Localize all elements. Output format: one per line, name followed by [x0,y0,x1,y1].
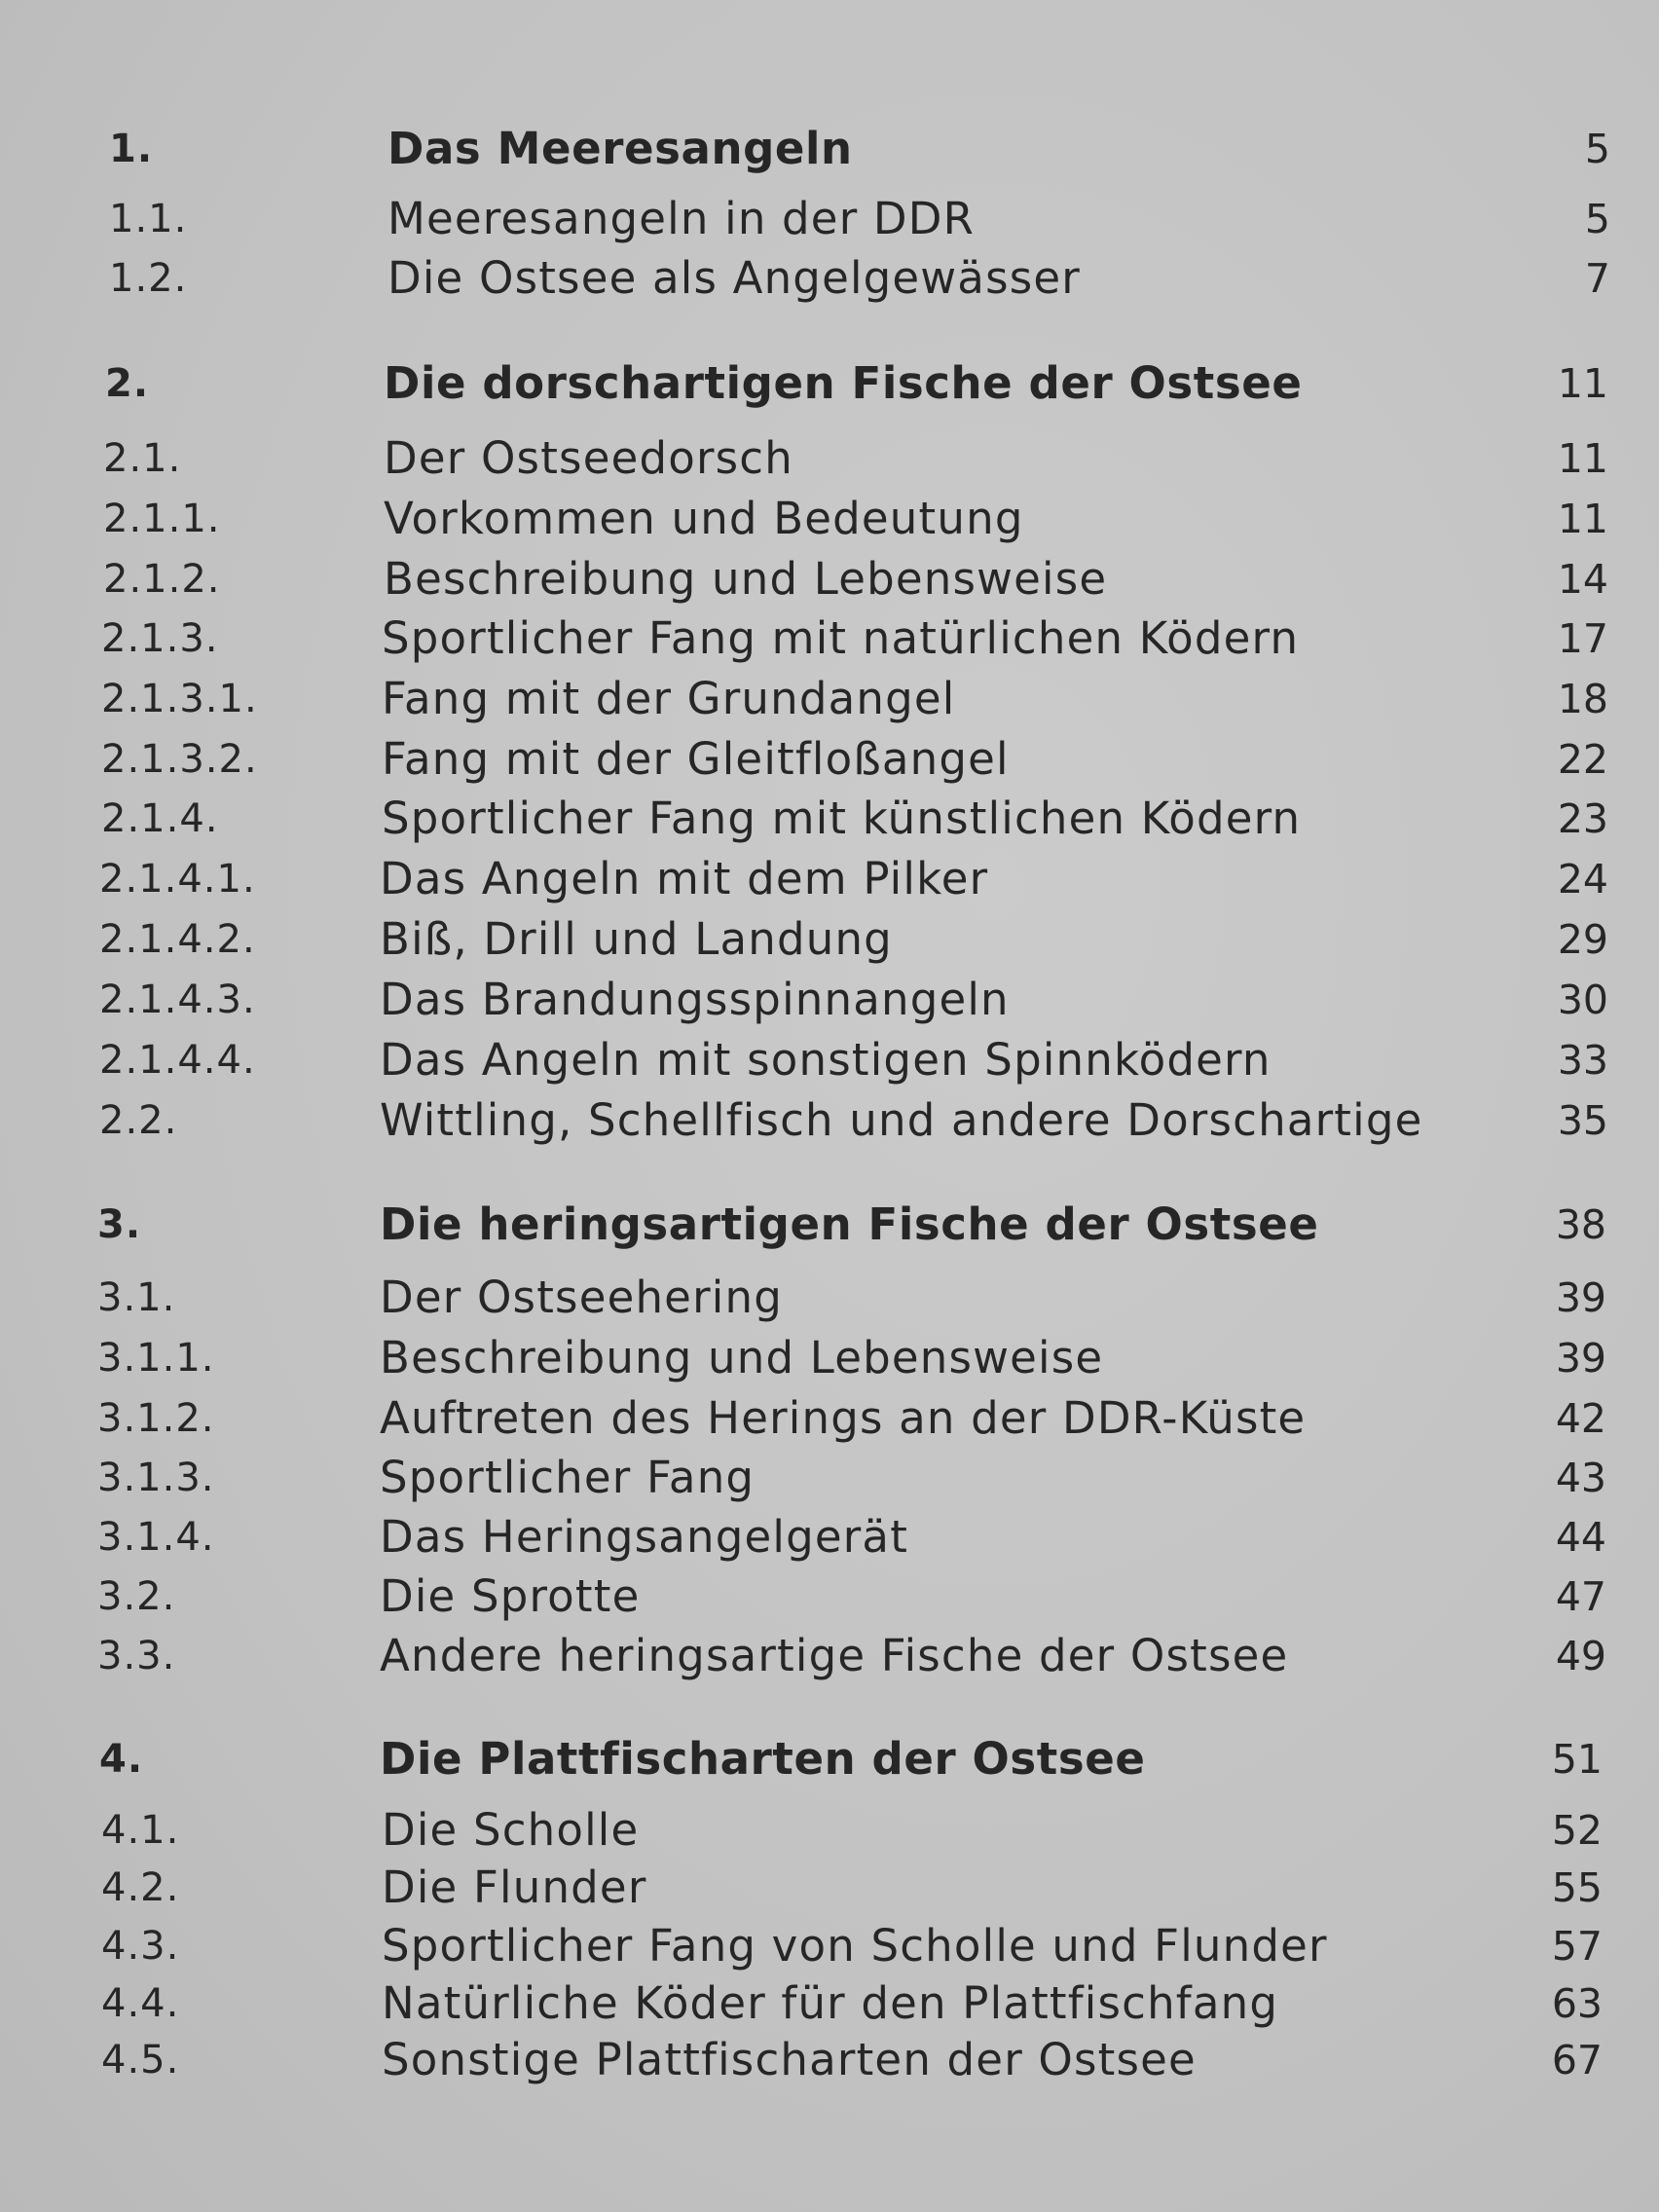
toc-chapter-row [0,1195,1659,1255]
toc-section-row [0,189,1659,249]
entry-title: Das Brandungsspinnangeln [380,974,1010,1025]
entry-page: 67 [1551,2037,1603,2083]
entry-page: 39 [1555,1335,1606,1382]
entry-page: 39 [1555,1274,1606,1321]
entry-title: Die heringsartigen Fische der Ostsee [380,1198,1319,1250]
entry-page: 18 [1557,676,1608,722]
entry-title: Meeresangeln in der DDR [387,193,976,244]
toc-section-row [0,970,1659,1030]
toc-section-row [0,849,1659,909]
entry-number: 2.1.4.3. [99,977,256,1022]
entry-page: 43 [1555,1455,1606,1501]
toc-section-row [0,909,1659,970]
entry-title: Der Ostseehering [380,1272,783,1323]
entry-number: 2.1.4. [101,796,219,841]
entry-number: 3.3. [97,1634,176,1678]
entry-title: Die Ostsee als Angelgewässer [387,252,1081,304]
toc-chapter-row [0,119,1659,179]
entry-page: 24 [1557,856,1608,903]
entry-title: Die Flunder [382,1862,647,1913]
entry-title: Wittling, Schellfisch und andere Dorschartige [380,1094,1423,1146]
entry-title: Das Meeresangeln [387,123,853,174]
entry-title: Sportlicher Fang [380,1452,756,1503]
entry-title: Die Sprotte [380,1570,641,1622]
toc-section-row [0,1567,1659,1627]
entry-page: 29 [1557,916,1608,963]
toc-section-row [0,1328,1659,1388]
entry-title: Biß, Drill und Landung [380,913,893,965]
entry-number: 3.1. [97,1275,176,1320]
toc-section-row [0,1388,1659,1449]
entry-number: 2. [105,361,150,406]
entry-number: 2.1.3. [101,616,219,661]
entry-number: 2.2. [99,1098,178,1143]
entry-title: Sonstige Plattfischarten der Ostsee [382,2034,1197,2085]
entry-title: Das Heringsangelgerät [380,1511,909,1563]
entry-title: Die Scholle [382,1804,640,1856]
entry-number: 3.2. [97,1574,176,1619]
entry-title: Die Plattfischarten der Ostsee [380,1733,1146,1785]
entry-number: 1.2. [109,256,188,301]
toc-section-row [0,608,1659,669]
entry-page: 38 [1555,1201,1606,1248]
entry-title: Vorkommen und Bedeutung [384,493,1024,544]
entry-number: 4. [99,1737,144,1782]
entry-number: 2.1.4.2. [99,917,256,962]
toc-section-row [0,1858,1659,1918]
toc-section-row [0,1507,1659,1567]
entry-title: Sportlicher Fang von Scholle und Flunder [382,1920,1328,1972]
entry-number: 3.1.3. [97,1456,215,1500]
toc-section-row [0,1090,1659,1151]
toc-section-row [0,489,1659,549]
entry-title: Beschreibung und Lebensweise [380,1332,1104,1383]
entry-title: Fang mit der Gleitfloßangel [382,733,1010,785]
entry-number: 3.1.1. [97,1336,215,1381]
toc-section-row [0,1030,1659,1090]
entry-number: 3.1.4. [97,1515,215,1560]
entry-number: 2.1.3.1. [101,677,258,721]
entry-number: 2.1.2. [103,557,221,602]
entry-number: 3.1.2. [97,1396,215,1441]
toc-chapter-row [0,1729,1659,1789]
entry-page: 47 [1555,1573,1606,1620]
entry-number: 4.3. [101,1924,180,1969]
entry-title: Andere heringsartige Fische der Ostsee [380,1630,1289,1681]
entry-number: 2.1.4.4. [99,1038,256,1083]
toc-section-row [0,1268,1659,1328]
entry-page: 33 [1557,1037,1608,1084]
entry-page: 14 [1557,556,1608,603]
entry-page: 22 [1557,736,1608,783]
entry-number: 1. [109,127,154,171]
toc-section-row [0,669,1659,729]
entry-number: 4.5. [101,2038,180,2083]
entry-page: 63 [1551,1980,1603,2027]
entry-page: 23 [1557,795,1608,842]
toc-section-row [0,428,1659,489]
entry-page: 11 [1557,435,1608,482]
entry-page: 11 [1557,360,1608,407]
toc-section-row [0,789,1659,849]
entry-title: Fang mit der Grundangel [382,673,956,724]
toc-section-row [0,1973,1659,2034]
entry-title: Sportlicher Fang mit künstlichen Ködern [382,793,1302,844]
toc-section-row [0,2030,1659,2090]
toc-section-row [0,549,1659,609]
entry-page: 57 [1551,1923,1603,1970]
entry-title: Sportlicher Fang mit natürlichen Ködern [382,612,1300,664]
entry-number: 1.1. [109,197,188,241]
entry-page: 5 [1584,126,1610,172]
entry-title: Die dorschartigen Fische der Ostsee [384,357,1303,409]
entry-number: 2.1.1. [103,497,221,541]
entry-page: 5 [1584,196,1610,242]
toc-chapter-row [0,353,1659,414]
entry-title: Das Angeln mit dem Pilker [380,853,989,904]
entry-number: 4.1. [101,1808,180,1853]
entry-page: 44 [1555,1514,1606,1561]
entry-page: 52 [1551,1807,1603,1854]
toc-section-row [0,729,1659,790]
toc-section-row [0,1626,1659,1686]
entry-page: 7 [1584,255,1610,302]
entry-number: 3. [97,1202,142,1247]
entry-title: Auftreten des Herings an der DDR-Küste [380,1392,1307,1444]
toc-section-row [0,1448,1659,1508]
entry-page: 42 [1555,1395,1606,1442]
entry-page: 49 [1555,1633,1606,1679]
entry-number: 2.1. [103,436,182,481]
entry-number: 2.1.3.2. [101,737,258,782]
entry-number: 4.4. [101,1981,180,2026]
entry-number: 2.1.4.1. [99,857,256,902]
entry-title: Natürliche Köder für den Plattfischfang [382,1977,1279,2029]
toc-section-row [0,1800,1659,1861]
entry-page: 35 [1557,1097,1608,1144]
entry-page: 30 [1557,977,1608,1023]
toc-section-row [0,248,1659,309]
entry-page: 11 [1557,496,1608,542]
entry-title: Beschreibung und Lebensweise [384,553,1108,605]
entry-page: 55 [1551,1864,1603,1911]
entry-title: Der Ostseedorsch [384,432,793,484]
toc-section-row [0,1916,1659,1976]
entry-page: 17 [1557,615,1608,662]
entry-number: 4.2. [101,1865,180,1910]
entry-page: 51 [1551,1736,1603,1783]
entry-title: Das Angeln mit sonstigen Spinnködern [380,1034,1272,1086]
